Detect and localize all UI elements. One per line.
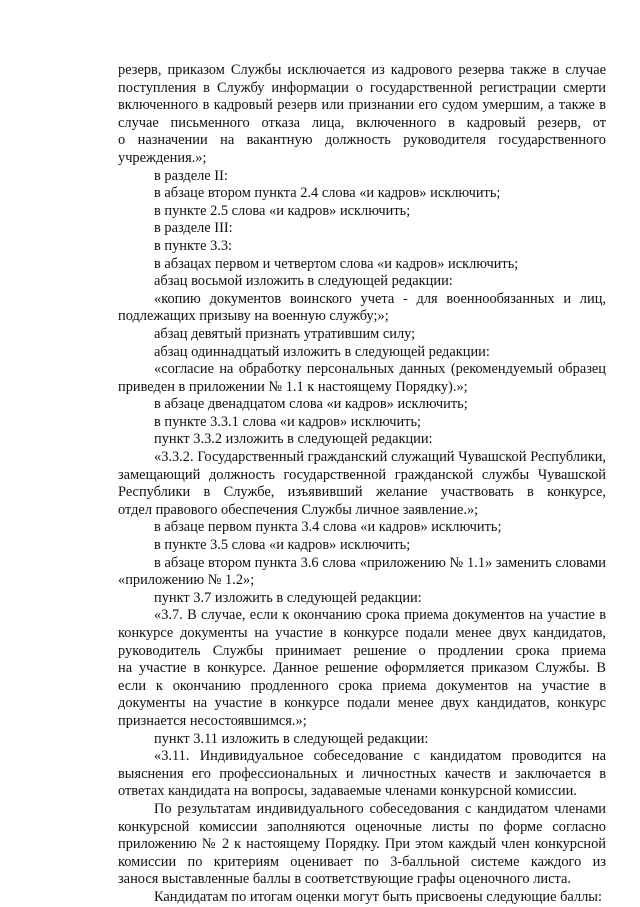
text-line: в абзаце втором пункта 3.6 слова «приложению № 1.1» заменить словами <box>154 554 606 571</box>
text-line: замещающий должность государственной гражданской службы Чувашской <box>118 466 606 483</box>
paragraph-military-record <box>118 291 606 326</box>
paragraph-eleventh <box>118 344 606 362</box>
paragraph-scores <box>118 889 606 907</box>
text-line: на участие в конкурсе. Данное решение оформляется приказом Службы. В <box>118 660 606 677</box>
text-line: приложению № 2 к настоящему Порядку. При этом каждый член конкурсной <box>118 836 606 853</box>
text-line: приведен в приложении № 1.1 к настоящему Порядку).»; <box>118 378 468 395</box>
paragraph-reserve-exclusion <box>118 62 606 168</box>
paragraph-item-3-7 <box>118 590 606 608</box>
paragraph-civil-servant <box>118 449 606 519</box>
text-line: Республики в Службе, изъявивший желание участвовать в конкурсе, <box>118 484 606 501</box>
text-line: выяснения его профессиональных и личностных качеств и заключается в <box>118 765 606 782</box>
text-line: в пункте 3.3.1 слова «и кадров» исключить; <box>154 413 422 430</box>
text-line: в абзаце двенадцатом слова «и кадров» исключить; <box>154 396 468 413</box>
text-line: в пункте 2.5 слова «и кадров» исключить; <box>154 202 411 219</box>
text-line: о назначении на вакантную должность руководителя государственного <box>118 132 606 149</box>
text-line: Кандидатам по итогам оценки могут быть присвоены следующие баллы: <box>154 888 602 905</box>
text-line: документы на участие в конкурсе подали менее двух кандидатов, конкурс <box>118 695 606 712</box>
paragraph-item-3-4 <box>118 519 606 537</box>
text-line: руководитель Службы принимает решение о продлении срока приема <box>118 642 606 659</box>
paragraph-section-ii <box>118 168 606 186</box>
text-line: абзац восьмой изложить в следующей редакции: <box>154 273 453 290</box>
text-line: в абзаце втором пункта 2.4 слова «и кадров» исключить; <box>154 185 501 202</box>
paragraph-twelfth <box>118 396 606 414</box>
text-line: конкурсной комиссии заполняются оценочные листы по форме согласно <box>118 818 606 835</box>
paragraph-item-2-5 <box>118 203 606 221</box>
paragraph-ninth <box>118 326 606 344</box>
text-line: резерв, приказом Службы исключается из кадрового резерва также в случае <box>118 62 606 78</box>
text-line: комиссии по критериям оценивает по 3-балльной системе каждого из <box>118 853 606 870</box>
paragraph-item-3-3 <box>118 238 606 256</box>
text-line: пункт 3.11 изложить в следующей редакции: <box>154 730 429 747</box>
text-line: занося выставленные баллы в соответствующие графы оценочного листа. <box>118 871 571 888</box>
text-line: абзац девятый признать утратившим силу; <box>154 325 416 342</box>
text-line: поступления в Службу информации о государственной регистрации смерти <box>118 79 606 96</box>
text-line: «3.3.2. Государственный гражданский служащий Чувашской Республики, <box>154 449 606 466</box>
text-line: в пункте 3.3: <box>154 237 233 254</box>
text-line: в пункте 3.5 слова «и кадров» исключить; <box>154 537 411 554</box>
text-line: подлежащих призыву на военную службу;»; <box>118 308 389 325</box>
text-line: ответах кандидата на вопросы, задаваемые членами конкурсной комиссии. <box>118 783 577 800</box>
text-line: в абзацах первом и четвертом слова «и кадров» исключить; <box>154 255 519 272</box>
text-line: в абзаце первом пункта 3.4 слова «и кадров» исключить; <box>154 519 502 536</box>
text-line: «копию документов воинского учета - для военнообязанных и лиц, <box>154 290 606 307</box>
paragraph-item-3-5 <box>118 537 606 555</box>
text-line: «3.11. Индивидуальное собеседование с кандидатом проводится на <box>154 748 606 765</box>
text-line: случае письменного отказа лица, включенного в кадровый резерв, от <box>118 114 606 131</box>
paragraph-evaluation-sheets <box>118 801 606 889</box>
paragraph-item-3-3-1 <box>118 414 606 432</box>
paragraph-personal-data <box>118 361 606 396</box>
text-line: конкурсе документы на участие в конкурсе подали менее двух кандидатов, <box>118 625 606 641</box>
paragraph-eighth <box>118 273 606 291</box>
text-line: абзац одиннадцатый изложить в следующей редакции: <box>154 343 490 360</box>
paragraph-section-iii <box>118 220 606 238</box>
text-line: пункт 3.3.2 изложить в следующей редакции: <box>154 431 433 448</box>
text-line: в разделе II: <box>154 167 228 184</box>
text-line: «согласие на обработку персональных данных (рекомендуемый образец <box>154 361 606 378</box>
text-line: пункт 3.7 изложить в следующей редакции: <box>154 589 422 606</box>
text-line: если к окончанию продленного срока приема документов на участие в <box>118 677 606 694</box>
text-line: отдел правового обеспечения Службы личное заявление.»; <box>118 501 479 518</box>
text-line: в разделе III: <box>154 220 233 237</box>
paragraph-item-2-4 <box>118 185 606 203</box>
paragraph-interview <box>118 748 606 801</box>
paragraph-item-3-6 <box>118 555 606 590</box>
document-body <box>118 62 606 907</box>
text-line: По результатам индивидуального собеседования с кандидатом членами <box>154 800 606 817</box>
paragraph-item-3-11 <box>118 731 606 749</box>
paragraph-item-3-3-2 <box>118 431 606 449</box>
text-line: признается несостоявшимся.»; <box>118 712 307 729</box>
text-line: включенного в кадровый резерв или признании его судом умершим, а также в <box>118 97 606 114</box>
text-line: «3.7. В случае, если к окончанию срока приема документов на участие в <box>154 607 606 624</box>
paragraph-extension <box>118 607 606 730</box>
text-line: учреждения.»; <box>118 149 207 166</box>
text-line: «приложению № 1.2»; <box>118 572 255 589</box>
paragraph-first-fourth <box>118 256 606 274</box>
